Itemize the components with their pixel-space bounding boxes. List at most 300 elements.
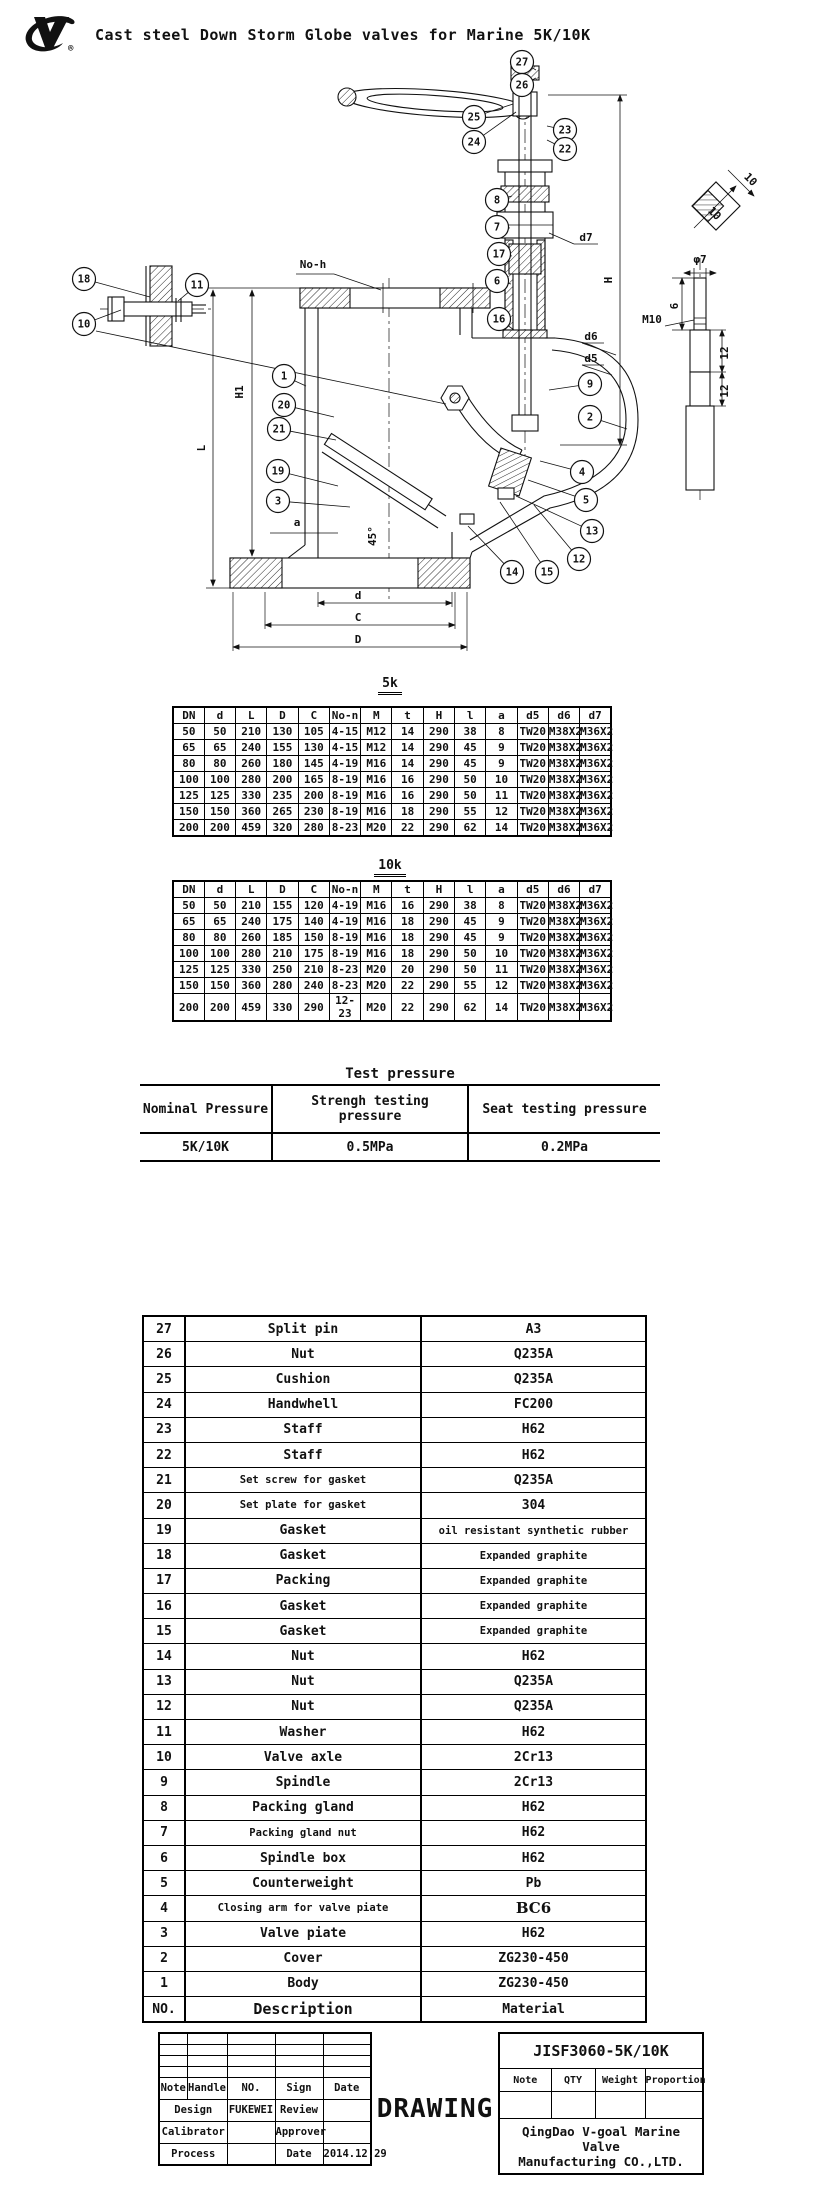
table-row	[173, 820, 611, 837]
dim-cell: M36X2	[580, 821, 614, 834]
balloon-leader	[483, 112, 516, 135]
column-header: No-n	[329, 881, 360, 898]
dim-cell: 125	[173, 788, 204, 804]
dim-cell: M36X2	[580, 899, 614, 912]
dim-cell: 150	[204, 978, 235, 994]
column-header: d	[204, 707, 235, 724]
table-row	[143, 1997, 646, 2023]
part-material: Q235A	[421, 1694, 646, 1719]
parts-list-table	[142, 1315, 647, 2023]
dim-cell: 210	[267, 946, 298, 962]
role-cell: Design	[159, 2099, 227, 2121]
part-description: Cover	[185, 1946, 421, 1971]
dim-cell: 165	[298, 772, 329, 788]
dim-cell: 459	[236, 994, 267, 1022]
valve-geometry	[96, 54, 754, 651]
dim-cell: 280	[298, 820, 329, 837]
table-row	[140, 1085, 660, 1133]
part-description: Handwhell	[185, 1392, 421, 1417]
column-header: d5	[517, 881, 548, 898]
dim-cell: 4-19	[329, 914, 360, 930]
dim-label: a	[293, 516, 301, 529]
part-description: Cushion	[185, 1367, 421, 1392]
dim-cell: 50	[455, 788, 486, 804]
balloon-number: 11	[190, 279, 204, 292]
dim-cell: TW20	[517, 930, 548, 946]
dim-label: No-h	[299, 258, 327, 271]
part-material: H62	[421, 1820, 646, 1845]
dim-cell: TW20	[517, 740, 548, 756]
dim-cell: TW20	[517, 804, 548, 820]
dim-cell: 14	[392, 724, 423, 740]
dim-cell: 200	[204, 820, 235, 837]
dim-cell: 235	[267, 788, 298, 804]
part-material: Q235A	[421, 1468, 646, 1493]
dim-cell: 290	[423, 946, 454, 962]
dim-cell: 290	[423, 756, 454, 772]
dim-label: d	[354, 589, 362, 602]
dim-cell: 50	[204, 898, 235, 914]
dim-cell: 360	[236, 978, 267, 994]
column-header: t	[392, 707, 423, 724]
table-row	[143, 1594, 646, 1619]
dim-cell: M36X2	[580, 931, 614, 944]
dim-cell: M20	[361, 994, 392, 1022]
balloon-leader	[485, 104, 513, 113]
dim-cell: 8-23	[329, 978, 360, 994]
table-row	[173, 898, 611, 914]
part-no: 8	[143, 1795, 185, 1820]
dim-cell: 20	[392, 962, 423, 978]
table-row	[143, 1493, 646, 1518]
column-header: l	[455, 707, 486, 724]
table-5k	[172, 706, 612, 837]
dim-cell: 9	[486, 930, 517, 946]
column-header: d7	[580, 707, 611, 724]
balloon-leader	[540, 461, 571, 469]
balloon-number: 13	[585, 525, 599, 538]
dim-cell: 50	[204, 724, 235, 740]
table-row	[159, 2099, 371, 2121]
part-number: JISF3060-5K/10K	[499, 2033, 703, 2069]
column-header: DN	[173, 707, 204, 724]
part-material: H62	[421, 1845, 646, 1870]
dim-cell: M20	[361, 978, 392, 994]
column-header: Handle	[187, 2077, 227, 2099]
empty-cell	[159, 2066, 187, 2077]
table-row	[143, 1694, 646, 1719]
column-header: M	[361, 881, 392, 898]
column-header: No-n	[329, 707, 360, 724]
table-row	[143, 1845, 646, 1870]
column-header: l	[455, 881, 486, 898]
column-header: L	[236, 881, 267, 898]
dim-cell: 290	[298, 994, 329, 1022]
dim-cell: M36X2	[580, 915, 614, 928]
dim-cell: TW20	[517, 994, 548, 1022]
dim-cell: 125	[173, 962, 204, 978]
table-row	[143, 1342, 646, 1367]
table-10k-heading: 10k	[360, 858, 420, 873]
dim-cell: M20	[361, 820, 392, 837]
dim-label: d5	[584, 352, 598, 365]
dim-cell: 250	[267, 962, 298, 978]
table-row	[143, 1921, 646, 1946]
dim-cell: 80	[173, 930, 204, 946]
dim-cell: 210	[298, 962, 329, 978]
part-no: 11	[143, 1720, 185, 1745]
part-material: Q235A	[421, 1342, 646, 1367]
column-header: a	[486, 707, 517, 724]
dim-label: 10	[705, 204, 724, 223]
part-material: 2Cr13	[421, 1745, 646, 1770]
part-material: H62	[421, 1442, 646, 1467]
balloon-number: 18	[77, 273, 91, 286]
part-description: Packing gland nut	[185, 1820, 421, 1845]
column-header: L	[236, 707, 267, 724]
dim-cell: 8-23	[329, 820, 360, 837]
drawing-annotations	[73, 51, 760, 647]
empty-cell	[159, 2033, 187, 2044]
dim-cell: 8-19	[329, 946, 360, 962]
dim-label: d6	[584, 330, 598, 343]
dim-cell: TW20	[517, 946, 548, 962]
dim-cell: M36X2	[580, 979, 614, 992]
part-description: Staff	[185, 1417, 421, 1442]
dim-cell: 16	[392, 898, 423, 914]
dim-cell: 180	[267, 756, 298, 772]
dim-cell: 260	[236, 930, 267, 946]
dim-label: D	[354, 633, 362, 646]
table-row	[159, 2066, 371, 2077]
dim-cell: 150	[298, 930, 329, 946]
table-row	[173, 804, 611, 820]
dim-cell: TW20	[517, 962, 548, 978]
part-material: 304	[421, 1493, 646, 1518]
table-row	[173, 772, 611, 788]
dim-cell: M38X2	[548, 899, 582, 912]
dim-cell: 100	[204, 772, 235, 788]
table-row	[143, 1669, 646, 1694]
dim-cell: M36X2	[580, 994, 611, 1022]
balloon-leader	[534, 505, 572, 550]
dim-cell: M38X2	[548, 725, 582, 738]
balloon-number: 5	[582, 494, 590, 507]
dim-cell: 4-19	[329, 756, 360, 772]
dim-cell: 11	[486, 962, 517, 978]
balloon-leader	[294, 381, 306, 386]
dim-cell: 45	[455, 756, 486, 772]
table-row	[173, 788, 611, 804]
empty-cell	[159, 2044, 187, 2055]
dim-cell: 9	[486, 914, 517, 930]
balloon-number: 17	[492, 248, 506, 261]
column-header: DN	[173, 881, 204, 898]
table-row	[173, 946, 611, 962]
pressure-cell: 0.5MPa	[272, 1133, 468, 1161]
part-material: Expanded graphite	[421, 1594, 646, 1619]
dim-cell: 100	[173, 772, 204, 788]
part-material: Expanded graphite	[421, 1619, 646, 1644]
value-cell	[323, 2099, 371, 2121]
dim-cell: 175	[267, 914, 298, 930]
table-5k-heading: 5k	[360, 676, 420, 691]
column-header: Weight	[595, 2069, 645, 2092]
dim-cell: 45	[455, 930, 486, 946]
dim-cell: 12	[486, 978, 517, 994]
dim-cell: TW20	[517, 898, 548, 914]
balloon-leader	[289, 502, 350, 507]
dim-cell: 62	[455, 994, 486, 1022]
proportion-cell	[645, 2092, 703, 2119]
table-row	[143, 1568, 646, 1593]
dim-cell: 145	[298, 756, 329, 772]
company-line-1: QingDao V-goal Marine Valve	[521, 2123, 681, 2154]
dim-cell: 200	[173, 994, 204, 1022]
balloon-number: 21	[272, 423, 286, 436]
part-no: 17	[143, 1568, 185, 1593]
dim-cell: 8-19	[329, 804, 360, 820]
balloon-number: 19	[271, 465, 285, 478]
dim-cell: 290	[423, 724, 454, 740]
column-header: Strengh testing pressure	[272, 1085, 468, 1133]
dim-cell: 140	[298, 914, 329, 930]
dim-cell: 200	[204, 994, 235, 1022]
part-no: 7	[143, 1820, 185, 1845]
empty-cell	[275, 2033, 323, 2044]
empty-cell	[227, 2055, 275, 2066]
table-row	[143, 1316, 646, 1342]
dim-cell: 240	[298, 978, 329, 994]
part-description: Gasket	[185, 1518, 421, 1543]
title-block-left	[158, 2032, 387, 2166]
part-description: Gasket	[185, 1594, 421, 1619]
part-material: H62	[421, 1795, 646, 1820]
balloon-leader	[178, 292, 188, 301]
table-row	[143, 1543, 646, 1568]
dim-label: H1	[233, 385, 246, 399]
part-material: A3	[421, 1316, 646, 1342]
dim-cell: 330	[236, 962, 267, 978]
role-cell: Approver	[275, 2121, 323, 2143]
balloon-number: 16	[492, 313, 506, 326]
dim-cell: 290	[423, 820, 454, 837]
dim-cell: 62	[455, 820, 486, 837]
dim-label: H	[602, 276, 615, 284]
dim-cell: M38X2	[548, 757, 582, 770]
dim-cell: 16	[392, 788, 423, 804]
dim-cell: 14	[486, 820, 517, 837]
part-description: Nut	[185, 1342, 421, 1367]
dim-cell: 280	[236, 946, 267, 962]
table-row	[159, 2143, 371, 2165]
table-row	[499, 2069, 703, 2092]
part-no: 25	[143, 1367, 185, 1392]
registered-mark: ®	[68, 44, 74, 54]
table-row	[159, 2077, 371, 2099]
parts-header-material: Material	[421, 1997, 646, 2023]
balloon-number: 2	[586, 411, 594, 424]
dim-cell: 105	[298, 724, 329, 740]
dim-cell: 9	[486, 740, 517, 756]
table-row	[173, 881, 611, 898]
table-row	[143, 1946, 646, 1971]
column-header: Note	[499, 2069, 551, 2092]
dim-cell: M38X2	[548, 963, 582, 976]
part-material: Q235A	[421, 1367, 646, 1392]
balloon-number: 20	[277, 399, 291, 412]
part-description: Valve piate	[185, 1921, 421, 1946]
note-cell	[499, 2092, 551, 2119]
part-description: Gasket	[185, 1543, 421, 1568]
dim-cell: 65	[204, 914, 235, 930]
part-no: 10	[143, 1745, 185, 1770]
dim-cell: 125	[204, 962, 235, 978]
dim-cell: 55	[455, 804, 486, 820]
empty-cell	[323, 2044, 371, 2055]
empty-cell	[275, 2055, 323, 2066]
table-row	[143, 1619, 646, 1644]
table-row	[143, 1442, 646, 1467]
balloon-number: 23	[558, 124, 572, 137]
dim-cell: 14	[392, 756, 423, 772]
part-no: 13	[143, 1669, 185, 1694]
balloon-number: 1	[280, 370, 288, 383]
dim-cell: 290	[423, 962, 454, 978]
column-header: C	[298, 881, 329, 898]
table-row	[173, 914, 611, 930]
balloon-number: 22	[558, 143, 572, 156]
dim-cell: 22	[392, 978, 423, 994]
column-header: d6	[548, 881, 579, 898]
column-header: C	[298, 707, 329, 724]
dim-cell: M38X2	[548, 821, 582, 834]
dim-cell: M36X2	[580, 805, 614, 818]
part-material: H62	[421, 1644, 646, 1669]
part-description: Gasket	[185, 1619, 421, 1644]
value-cell	[227, 2121, 275, 2143]
dim-cell: 200	[298, 788, 329, 804]
dim-cell: 320	[267, 820, 298, 837]
table-row	[173, 978, 611, 994]
dim-cell: TW20	[517, 772, 548, 788]
dim-label: 45°	[366, 526, 379, 546]
column-header: d	[204, 881, 235, 898]
parts-header-no: NO.	[143, 1997, 185, 2023]
empty-cell	[187, 2055, 227, 2066]
table-row	[143, 1871, 646, 1896]
column-header: Nominal Pressure	[140, 1085, 272, 1133]
dim-cell: 10	[486, 772, 517, 788]
dim-cell: 155	[267, 740, 298, 756]
dim-cell: 230	[298, 804, 329, 820]
dim-cell: 290	[423, 914, 454, 930]
dim-cell: 65	[204, 740, 235, 756]
part-no: 9	[143, 1770, 185, 1795]
part-material: H62	[421, 1417, 646, 1442]
column-header: QTY	[551, 2069, 595, 2092]
empty-cell	[227, 2066, 275, 2077]
dim-cell: 10	[486, 946, 517, 962]
part-description: Closing arm for valve piate	[185, 1896, 421, 1921]
column-header: Proportion	[645, 2069, 703, 2092]
table-row	[143, 1392, 646, 1417]
qty-cell	[551, 2092, 595, 2119]
dim-cell: 38	[455, 898, 486, 914]
test-pressure-table	[140, 1084, 660, 1162]
dim-cell: 125	[204, 788, 235, 804]
balloon-number: 14	[505, 566, 519, 579]
dim-cell: 290	[423, 740, 454, 756]
part-no: 4	[143, 1896, 185, 1921]
empty-cell	[227, 2033, 275, 2044]
balloon-number: 10	[77, 318, 91, 331]
balloon-leader	[95, 282, 150, 297]
part-material: 2Cr13	[421, 1770, 646, 1795]
empty-cell	[275, 2044, 323, 2055]
pressure-cell: 0.2MPa	[468, 1133, 660, 1161]
part-no: 23	[143, 1417, 185, 1442]
dim-cell: 14	[486, 994, 517, 1022]
column-header: d7	[580, 881, 611, 898]
column-header: d5	[517, 707, 548, 724]
dim-cell: TW20	[517, 978, 548, 994]
dim-cell: M38X2	[548, 805, 582, 818]
dim-cell: M36X2	[580, 757, 614, 770]
column-header: a	[486, 881, 517, 898]
dim-cell: 175	[298, 946, 329, 962]
part-no: 5	[143, 1871, 185, 1896]
table-row	[499, 2119, 703, 2175]
dim-cell: 280	[267, 978, 298, 994]
dim-label: 10	[741, 170, 760, 189]
dim-cell: TW20	[517, 820, 548, 837]
weight-cell	[595, 2092, 645, 2119]
table-row	[173, 930, 611, 946]
dim-cell: TW20	[517, 756, 548, 772]
dim-cell: TW20	[517, 914, 548, 930]
dim-cell: 50	[455, 962, 486, 978]
dim-cell: 8	[486, 898, 517, 914]
dim-cell: M36X2	[580, 741, 614, 754]
value-cell: 2014.12.29	[323, 2143, 371, 2165]
column-header: H	[423, 881, 454, 898]
table-row	[143, 1644, 646, 1669]
dim-cell: 8-19	[329, 930, 360, 946]
dim-cell: 50	[173, 898, 204, 914]
balloon-number: 24	[467, 136, 481, 149]
dim-cell: 18	[392, 946, 423, 962]
role-cell: Review	[275, 2099, 323, 2121]
dim-cell: 65	[173, 914, 204, 930]
empty-cell	[159, 2055, 187, 2066]
part-material: ZG230-450	[421, 1971, 646, 1996]
balloon-leader	[468, 526, 504, 564]
parts-header-description: Description	[185, 1997, 421, 2023]
dim-cell: TW20	[517, 724, 548, 740]
part-no: 3	[143, 1921, 185, 1946]
column-header: D	[267, 881, 298, 898]
dim-cell: M16	[361, 804, 392, 820]
part-no: 26	[143, 1342, 185, 1367]
balloon-number: 15	[540, 566, 554, 579]
table-row	[143, 1468, 646, 1493]
dim-cell: M38X2	[548, 994, 579, 1022]
part-material: H62	[421, 1921, 646, 1946]
column-header: d6	[548, 707, 579, 724]
balloon-leader	[289, 474, 338, 486]
dim-cell: 210	[236, 898, 267, 914]
